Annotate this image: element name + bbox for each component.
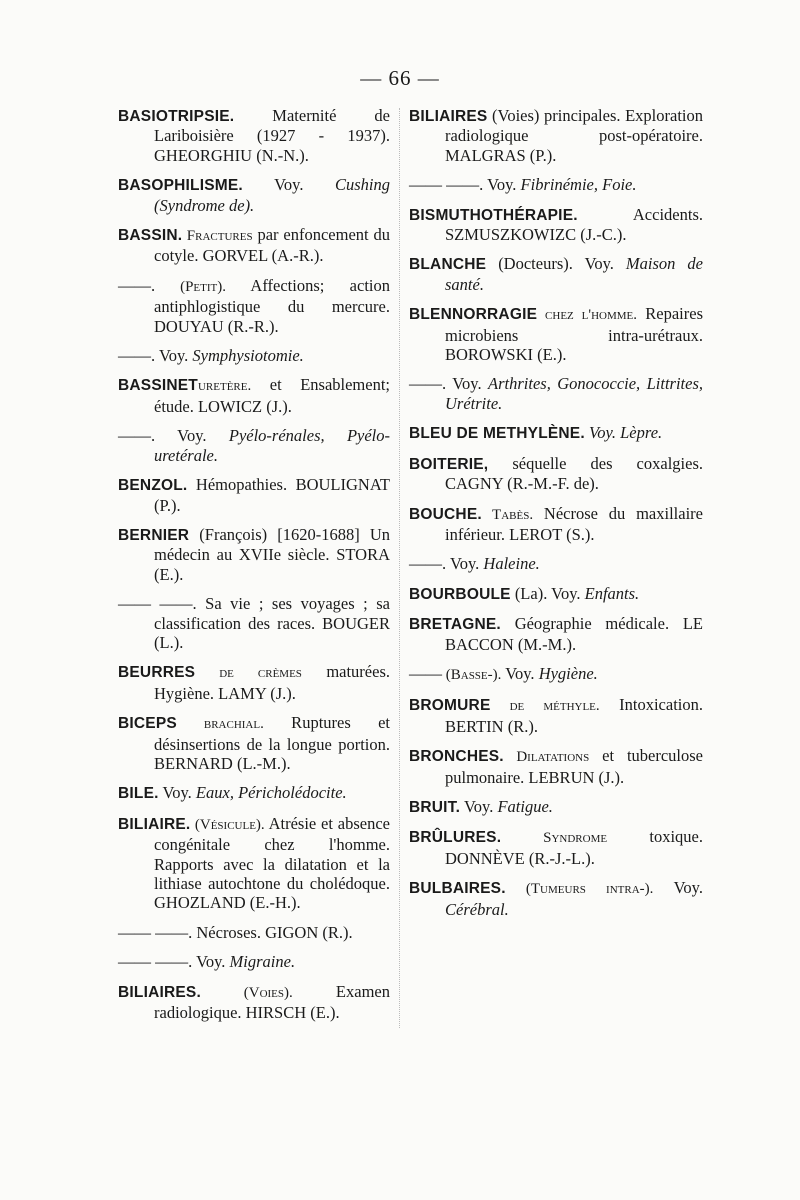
entry-text: Voy.: [155, 426, 229, 446]
cross-reference: Fatigue.: [497, 796, 553, 816]
index-entry: [118, 525, 390, 584]
entry-text: (La). Voy.: [510, 583, 585, 603]
entry-keyword: BLENNORRAGIE: [409, 306, 538, 324]
index-entry: [409, 254, 703, 294]
entry-text: Accidents. SZMUSZKOWIZC (J.-C.).: [445, 204, 703, 245]
entry-keyword: BOURBOULE: [409, 585, 511, 603]
entry-text: séquelle des coxalgies. CAGNY (R.-M.-F. de).: [445, 453, 703, 494]
entry-keyword: BOITERIE,: [409, 455, 489, 473]
entry-keyword: BOUCHE.: [409, 505, 482, 523]
entry-text: Maternité de Lariboisière (1927 - 1937). GHEORGHIU (N.-N.).: [154, 106, 390, 165]
entry-text: Repaires microbiens intra-urétraux. BOROWSKI (E.).: [445, 304, 703, 365]
index-entry: [409, 746, 703, 787]
entry-keyword: BASOPHILISME.: [118, 177, 243, 195]
index-entry: [118, 106, 390, 165]
repeat-dash: ——.: [409, 374, 447, 394]
cross-reference: Cushing (Syndrome de).: [154, 175, 390, 215]
index-entry: [118, 982, 390, 1023]
index-entry: [118, 346, 390, 365]
index-entry: [409, 504, 703, 545]
index-entry: [118, 175, 390, 215]
entry-text: et tuberculose pulmonaire. LEBRUN (J.).: [445, 746, 703, 787]
index-entry: [409, 423, 703, 443]
entry-keyword: BULBAIRES.: [409, 880, 506, 898]
entry-qualifier: (Voies).: [200, 984, 293, 1001]
cross-reference: Migraine.: [229, 952, 296, 972]
index-entry: [409, 664, 703, 685]
repeat-dash: ——: [409, 663, 442, 683]
entry-text: Voy.: [460, 796, 498, 816]
entry-keyword: BILIAIRES.: [118, 983, 201, 1001]
index-entry: [118, 475, 390, 515]
entry-qualifier: Dilatations: [503, 749, 590, 766]
entry-text: Nécrose du maxillaire inférieur. LEROT (S.).: [445, 503, 703, 544]
entry-keyword: BASSIN.: [118, 227, 183, 245]
cross-reference: Voy. Lèpre.: [588, 423, 663, 443]
cross-reference: Symphysiotomie.: [192, 346, 304, 366]
index-entry: [409, 374, 703, 413]
entry-text: Sa vie ; ses voyages ; sa classification des races. BOUGER (L.).: [154, 594, 390, 652]
entry-qualifier: (Petit).: [155, 278, 226, 295]
entry-text: Voy.: [192, 952, 230, 972]
repeat-dash: ——.: [118, 346, 156, 366]
entry-keyword: BASIOTRIPSIE.: [118, 108, 235, 125]
entry-keyword: BLANCHE: [409, 256, 487, 274]
index-entry: [409, 554, 703, 573]
index-entry: [409, 304, 703, 364]
index-entry: [118, 814, 390, 913]
index-entry: [409, 106, 703, 165]
entry-text: Atrésie et absence congénitale chez l'homme. Rapports avec la dilatation et la lithiase autochtone du cholédoque. GHOZLAND (E.-H.).: [154, 813, 391, 913]
entry-keyword: BISMUTHOTHÉRAPIE.: [409, 206, 578, 224]
entry-keyword: BRÛLURES.: [409, 829, 502, 847]
entry-qualifier: Fractures: [182, 228, 253, 245]
index-entry: [409, 205, 703, 245]
entry-qualifier: Syndrome: [501, 830, 608, 847]
index-entry: [409, 584, 703, 604]
cross-reference: Eaux, Péricholédocite.: [195, 783, 347, 803]
entry-text: (Docteurs). Voy.: [486, 254, 626, 274]
page-number: — 66 —: [360, 66, 440, 90]
index-entry: [118, 426, 390, 465]
index-entry: [118, 713, 390, 773]
entry-text: Hémopathies. BOULIGNAT (P.).: [154, 475, 390, 515]
entry-text: Voy.: [155, 346, 193, 366]
index-entry: [409, 454, 703, 494]
entry-keyword: BENZOL.: [118, 477, 188, 495]
entry-keyword: BEURRES: [118, 664, 196, 682]
repeat-dash: ——.: [118, 275, 156, 295]
entry-qualifier: de méthyle.: [490, 698, 600, 715]
index-entry: [118, 225, 390, 266]
repeat-dash: ——.: [118, 426, 156, 446]
entry-text: Géographie médicale. LE BACCON (M.-M.).: [445, 614, 703, 654]
index-entry: [409, 175, 703, 194]
entry-text: par enfoncement du cotyle. GORVEL (A.-R.).: [154, 225, 391, 266]
entry-keyword: BRUIT.: [409, 798, 461, 816]
cross-reference: Maison de santé.: [445, 254, 703, 294]
entry-text: Voy.: [501, 663, 539, 683]
cross-reference: Haleine.: [483, 554, 540, 574]
entry-text: Ruptures et désinsertions de la longue portion. BERNARD (L.-M.).: [154, 713, 390, 773]
index-entry: [409, 827, 703, 868]
cross-reference: Enfants.: [584, 583, 640, 603]
entry-text: Voy.: [242, 175, 335, 195]
entry-text: Nécroses. GIGON (R.).: [192, 922, 353, 942]
entry-text: maturées. Hygiène. LAMY (J.).: [154, 662, 390, 703]
repeat-dash: ——.: [409, 554, 447, 574]
entry-text: Ensablement; étude. LOWICZ (J.).: [154, 375, 390, 416]
index-entry: [118, 783, 390, 803]
repeat-dash: —— ——.: [118, 952, 193, 972]
entry-qualifier: uretère.: [197, 378, 252, 395]
index-entry: [409, 878, 703, 919]
entry-qualifier: (Basse-).: [442, 666, 502, 683]
repeat-dash: —— ——.: [118, 594, 197, 614]
left-column: [118, 106, 390, 1032]
entry-text: Voy.: [158, 783, 196, 803]
entry-keyword: BICEPS: [118, 715, 177, 733]
entry-text: Affections; action antiphlogistique du mercure. DOUYAU (R.-R.).: [154, 275, 390, 336]
entry-text: toxique. DONNÈVE (R.-J.-L.).: [445, 827, 703, 868]
entry-qualifier: brachial.: [176, 716, 264, 733]
index-entry: [118, 375, 390, 416]
entry-keyword: BILIAIRE.: [118, 815, 191, 833]
entry-text: et: [251, 375, 301, 395]
entry-keyword: BILIAIRES: [409, 108, 488, 125]
entry-keyword: BASSINET: [118, 377, 198, 395]
cross-reference: Arthrites, Gonococcie, Littrites, Urétrite.: [445, 374, 703, 413]
index-entry: [118, 594, 390, 652]
index-entry: [409, 797, 703, 817]
entry-text: Voy.: [446, 374, 489, 394]
entry-qualifier: de crèmes: [195, 665, 302, 682]
entry-text: Examen radiologique. HIRSCH (E.).: [154, 981, 390, 1023]
entry-keyword: BROMURE: [409, 697, 491, 715]
cross-reference: Fibrinémie, Foie.: [520, 175, 637, 195]
entry-qualifier: (Vésicule).: [190, 816, 265, 833]
entry-qualifier: chez l'homme.: [537, 307, 637, 324]
entry-text: Voy.: [483, 175, 521, 195]
index-entry: [118, 952, 390, 971]
entry-keyword: BLEU DE METHYLÈNE.: [409, 425, 585, 443]
entry-text: Intoxication. BERTIN (R.).: [445, 695, 703, 736]
entry-qualifier: Tabès.: [481, 506, 534, 523]
entry-text: (François) [1620-1688] Un médecin au XVIIe siècle. STORA (E.).: [154, 524, 390, 584]
index-entry: [118, 276, 390, 336]
entry-keyword: BILE.: [118, 785, 159, 803]
entry-keyword: BRETAGNE.: [409, 616, 501, 634]
entry-qualifier: (Tumeurs intra-).: [505, 881, 654, 898]
column-gutter: [399, 108, 400, 1028]
index-entry: [118, 923, 390, 942]
index-entry: [409, 614, 703, 654]
repeat-dash: —— ——.: [118, 922, 193, 942]
cross-reference: Pyélo-rénales, Pyélo-uretérale.: [154, 426, 391, 465]
cross-reference: Hygiène.: [538, 663, 598, 683]
entry-text: Voy.: [653, 878, 703, 898]
entry-text: (Voies) principales. Exploration radiologique post-opératoire. MALGRAS (P.).: [445, 106, 703, 165]
index-entry: [409, 695, 703, 736]
right-column: [409, 106, 703, 929]
repeat-dash: —— ——.: [409, 175, 484, 195]
entry-keyword: BRONCHES.: [409, 748, 504, 766]
index-entry: [118, 662, 390, 703]
cross-reference: Cérébral.: [445, 899, 509, 919]
entry-keyword: BERNIER: [118, 526, 190, 544]
entry-text: Voy.: [446, 554, 484, 574]
